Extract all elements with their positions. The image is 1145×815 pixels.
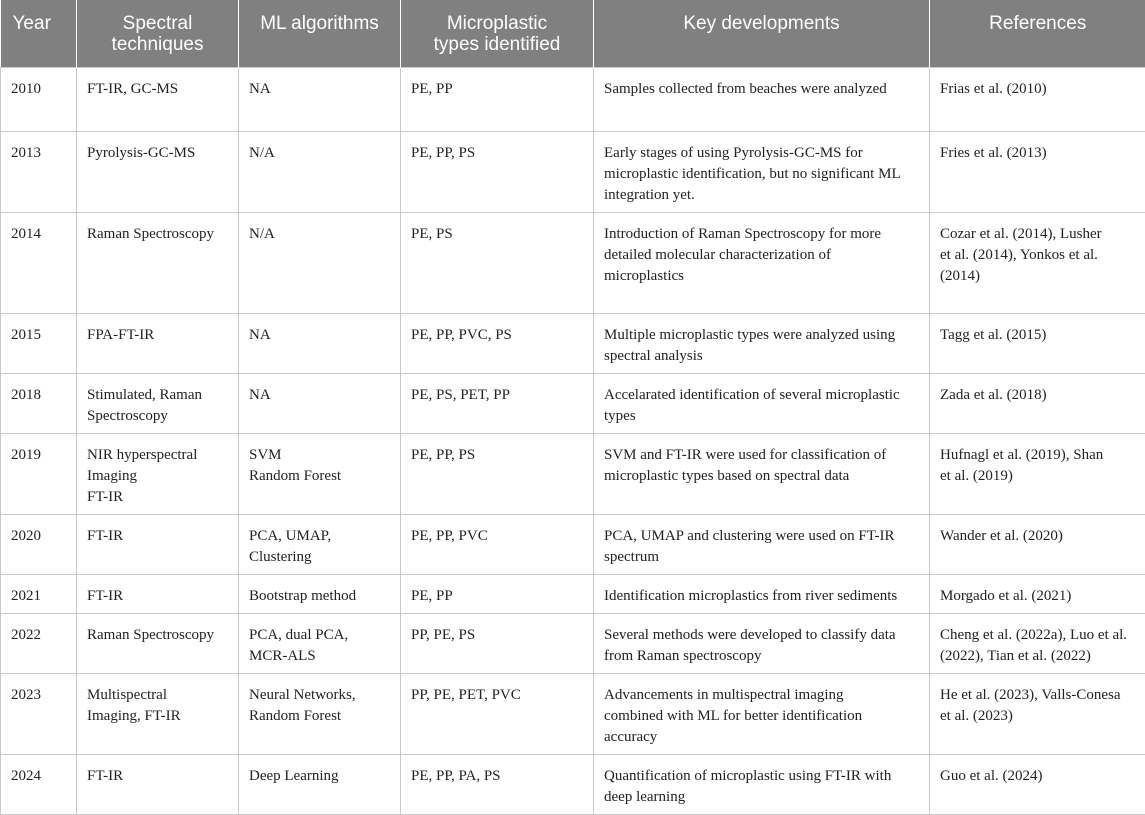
cell-types: PE, PP, PS	[401, 132, 594, 213]
cell-ml: Bootstrap method	[239, 575, 401, 614]
cell-development: PCA, UMAP and clustering were used on FT-IR spectrum	[594, 515, 930, 575]
cell-year: 2023	[1, 674, 77, 755]
cell-development: Samples collected from beaches were analyzed	[594, 68, 930, 132]
cell-references: Morgado et al. (2021)	[930, 575, 1145, 614]
cell-ml: NA	[239, 314, 401, 374]
cell-development: Introduction of Raman Spectroscopy for more detailed molecular characterization of microplastics	[594, 213, 930, 314]
cell-development: Identification microplastics from river sediments	[594, 575, 930, 614]
cell-year: 2015	[1, 314, 77, 374]
cell-year: 2014	[1, 213, 77, 314]
cell-references: He et al. (2023), Valls-Conesa et al. (2023)	[930, 674, 1145, 755]
cell-references: Guo et al. (2024)	[930, 755, 1145, 815]
cell-ml: Neural Networks, Random Forest	[239, 674, 401, 755]
table-row	[1, 515, 1145, 575]
table-row	[1, 374, 1145, 434]
cell-technique: Multispectral Imaging, FT-IR	[77, 674, 239, 755]
table-row	[1, 68, 1145, 132]
cell-references: Tagg et al. (2015)	[930, 314, 1145, 374]
cell-references: Wander et al. (2020)	[930, 515, 1145, 575]
cell-types: PP, PE, PET, PVC	[401, 674, 594, 755]
table-row	[1, 614, 1145, 674]
cell-year: 2010	[1, 68, 77, 132]
cell-ml: N/A	[239, 132, 401, 213]
cell-technique: FT-IR	[77, 515, 239, 575]
cell-technique: Stimulated, Raman Spectroscopy	[77, 374, 239, 434]
cell-development: Multiple microplastic types were analyzed using spectral analysis	[594, 314, 930, 374]
cell-types: PE, PS	[401, 213, 594, 314]
header-references: References	[930, 0, 1145, 68]
cell-development: SVM and FT-IR were used for classification of microplastic types based on spectral data	[594, 434, 930, 515]
table-row	[1, 213, 1145, 314]
cell-development: Early stages of using Pyrolysis-GC-MS for microplastic identification, but no significant ML integration yet.	[594, 132, 930, 213]
cell-types: PE, PP, PA, PS	[401, 755, 594, 815]
cell-references: Frias et al. (2010)	[930, 68, 1145, 132]
cell-technique: FT-IR, GC-MS	[77, 68, 239, 132]
cell-technique: FPA-FT-IR	[77, 314, 239, 374]
table-row	[1, 575, 1145, 614]
cell-technique: Raman Spectroscopy	[77, 614, 239, 674]
cell-technique: NIR hyperspectral Imaging FT-IR	[77, 434, 239, 515]
cell-references: Cozar et al. (2014), Lusher et al. (2014), Yonkos et al. (2014)	[930, 213, 1145, 314]
cell-technique: Pyrolysis-GC-MS	[77, 132, 239, 213]
cell-ml: NA	[239, 374, 401, 434]
header-ml-algorithms: ML algorithms	[239, 0, 401, 68]
cell-ml: PCA, dual PCA, MCR-ALS	[239, 614, 401, 674]
cell-references: Fries et al. (2013)	[930, 132, 1145, 213]
cell-development: Accelarated identification of several microplastic types	[594, 374, 930, 434]
table-row	[1, 132, 1145, 213]
cell-references: Hufnagl et al. (2019), Shan et al. (2019)	[930, 434, 1145, 515]
cell-development: Quantification of microplastic using FT-IR with deep learning	[594, 755, 930, 815]
cell-ml: SVM Random Forest	[239, 434, 401, 515]
cell-types: PE, PS, PET, PP	[401, 374, 594, 434]
header-key-developments: Key developments	[594, 0, 930, 68]
cell-ml: N/A	[239, 213, 401, 314]
cell-references: Cheng et al. (2022a), Luo et al. (2022), Tian et al. (2022)	[930, 614, 1145, 674]
cell-types: PE, PP, PVC	[401, 515, 594, 575]
cell-year: 2024	[1, 755, 77, 815]
table-row	[1, 314, 1145, 374]
cell-ml: Deep Learning	[239, 755, 401, 815]
cell-year: 2020	[1, 515, 77, 575]
cell-year: 2021	[1, 575, 77, 614]
cell-development: Several methods were developed to classify data from Raman spectroscopy	[594, 614, 930, 674]
cell-types: PP, PE, PS	[401, 614, 594, 674]
header-spectral-techniques: Spectral techniques	[77, 0, 239, 68]
cell-technique: Raman Spectroscopy	[77, 213, 239, 314]
cell-year: 2018	[1, 374, 77, 434]
cell-year: 2022	[1, 614, 77, 674]
cell-types: PE, PP	[401, 575, 594, 614]
cell-technique: FT-IR	[77, 755, 239, 815]
cell-types: PE, PP, PVC, PS	[401, 314, 594, 374]
table-row	[1, 674, 1145, 755]
cell-ml: NA	[239, 68, 401, 132]
cell-references: Zada et al. (2018)	[930, 374, 1145, 434]
cell-ml: PCA, UMAP, Clustering	[239, 515, 401, 575]
cell-types: PE, PP, PS	[401, 434, 594, 515]
header-microplastic-types: Microplastic types identified	[401, 0, 594, 68]
cell-year: 2013	[1, 132, 77, 213]
cell-year: 2019	[1, 434, 77, 515]
cell-technique: FT-IR	[77, 575, 239, 614]
cell-development: Advancements in multispectral imaging combined with ML for better identification accuracy	[594, 674, 930, 755]
header-year: Year	[1, 0, 77, 68]
table-row	[1, 434, 1145, 515]
header-row	[1, 0, 1145, 68]
cell-types: PE, PP	[401, 68, 594, 132]
